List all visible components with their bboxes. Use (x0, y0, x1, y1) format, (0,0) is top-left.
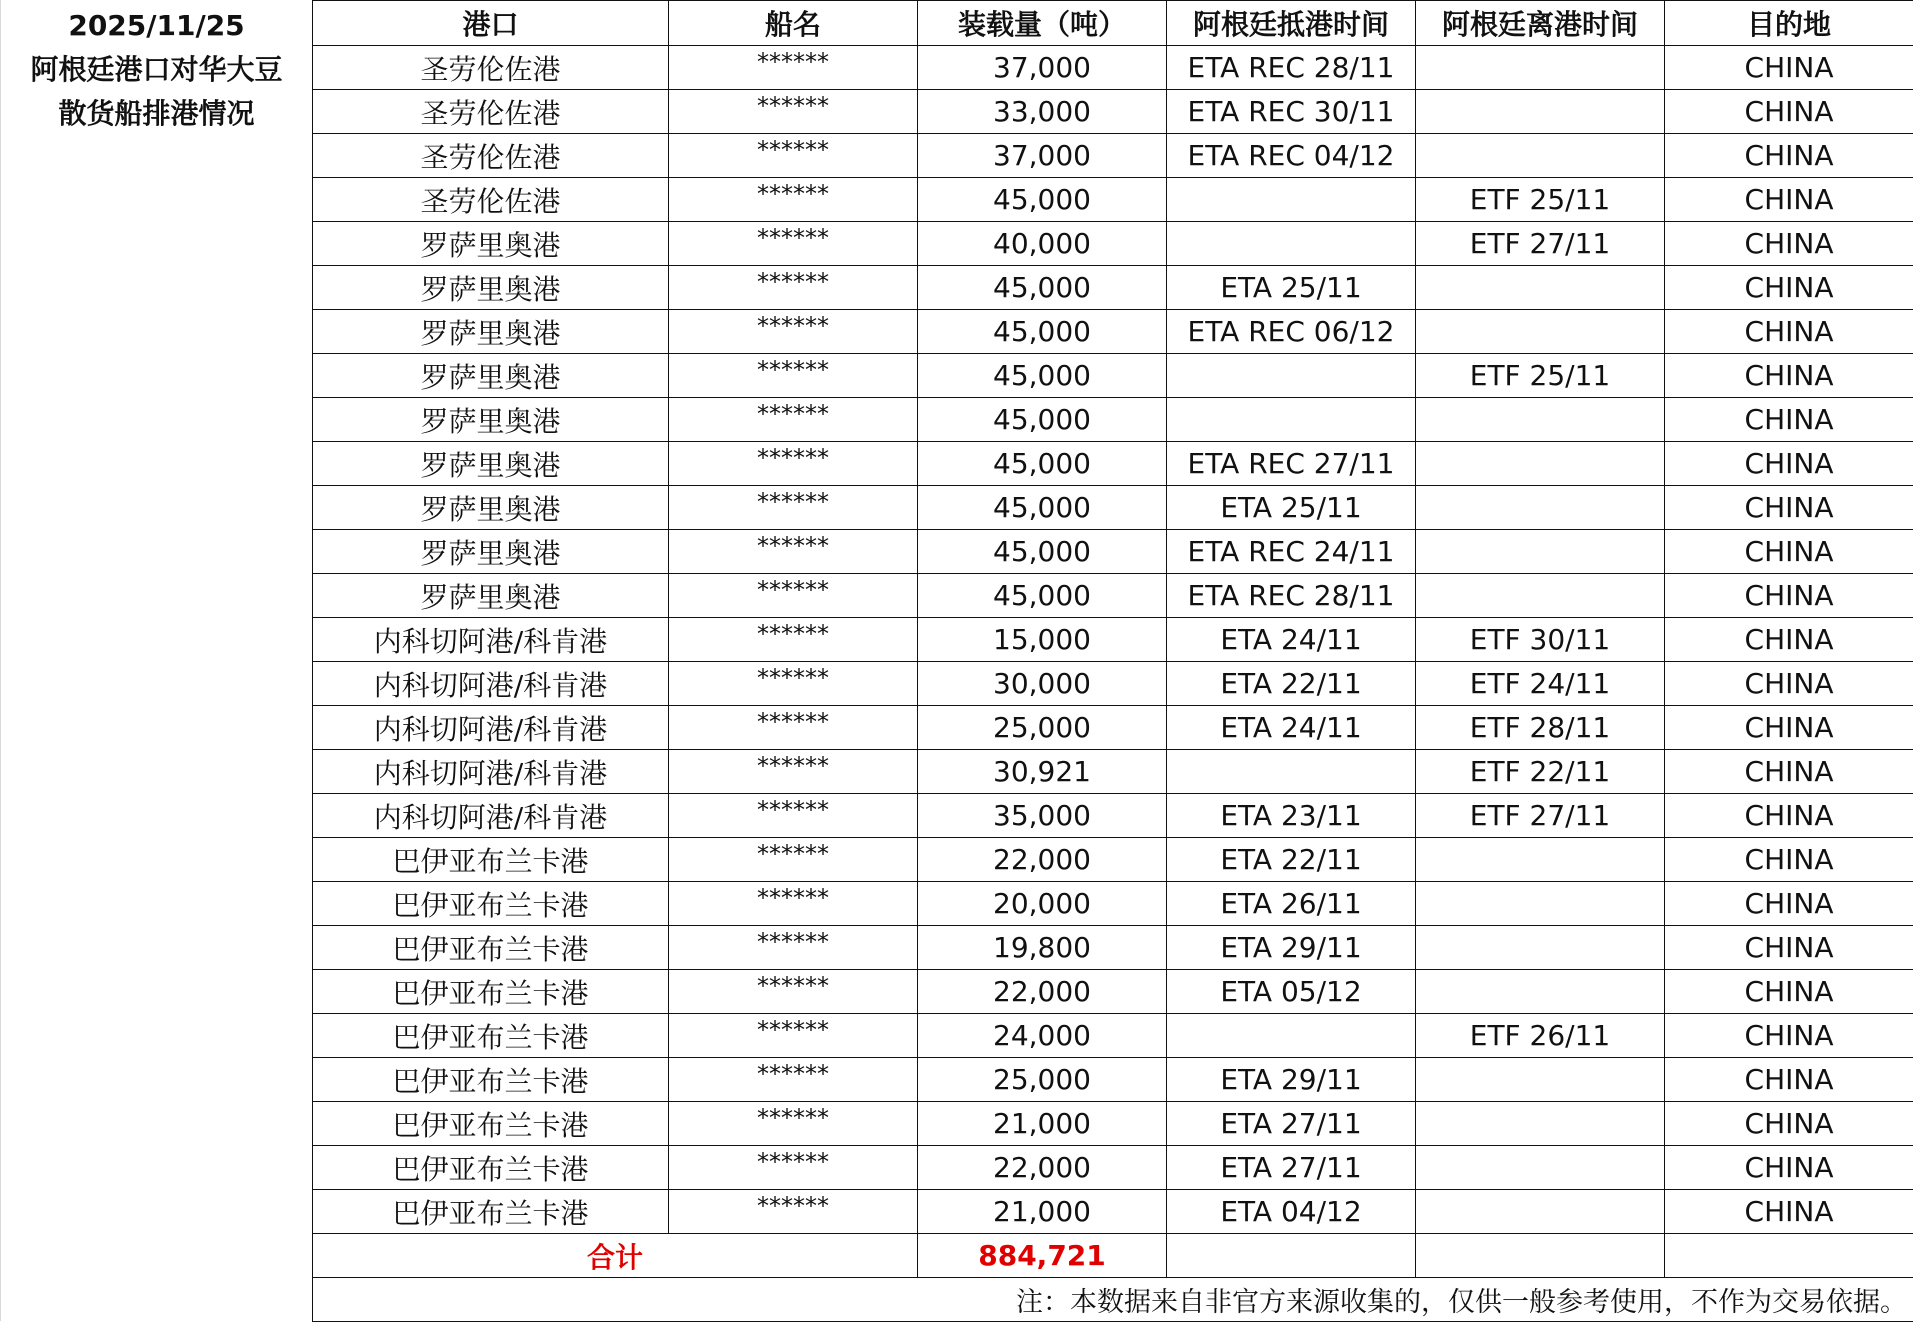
cell-destination: CHINA (1665, 134, 1913, 178)
cell-load: 15,000 (918, 618, 1167, 662)
cell-port: 巴伊亚布兰卡港 (313, 1102, 669, 1146)
cell-port: 内科切阿港/科肯港 (313, 794, 669, 838)
table-row (313, 354, 1913, 398)
cell-arrival: ETA REC 30/11 (1167, 90, 1416, 134)
cell-departure (1416, 398, 1665, 442)
cell-port: 内科切阿港/科肯港 (313, 706, 669, 750)
cell-arrival: ETA REC 06/12 (1167, 310, 1416, 354)
table-row (313, 926, 1913, 970)
cell-departure (1416, 90, 1665, 134)
cell-destination: CHINA (1665, 222, 1913, 266)
cell-load: 45,000 (918, 266, 1167, 310)
cell-load: 45,000 (918, 442, 1167, 486)
cell-ship-name: ****** (669, 178, 918, 222)
table-row (313, 46, 1913, 90)
table-row (313, 90, 1913, 134)
cell-arrival (1167, 398, 1416, 442)
cell-departure: ETF 26/11 (1416, 1014, 1665, 1058)
cell-departure: ETF 25/11 (1416, 354, 1665, 398)
cell-destination: CHINA (1665, 706, 1913, 750)
table-row (313, 178, 1913, 222)
total-empty-departure (1416, 1234, 1665, 1278)
cell-arrival: ETA REC 27/11 (1167, 442, 1416, 486)
cell-arrival: ETA 23/11 (1167, 794, 1416, 838)
cell-departure: ETF 27/11 (1416, 222, 1665, 266)
cell-load: 45,000 (918, 310, 1167, 354)
disclaimer-note: 注：本数据来自非官方来源收集的，仅供一般参考使用，不作为交易依据。 (313, 1278, 1913, 1322)
cell-arrival: ETA REC 04/12 (1167, 134, 1416, 178)
table-row (313, 1102, 1913, 1146)
cell-port: 罗萨里奥港 (313, 222, 669, 266)
cell-port: 巴伊亚布兰卡港 (313, 1146, 669, 1190)
cell-arrival: ETA 29/11 (1167, 926, 1416, 970)
cell-port: 圣劳伦佐港 (313, 178, 669, 222)
cell-arrival: ETA 22/11 (1167, 838, 1416, 882)
cell-ship-name: ****** (669, 266, 918, 310)
cell-arrival: ETA 25/11 (1167, 486, 1416, 530)
cell-load: 45,000 (918, 530, 1167, 574)
table-row (313, 1190, 1913, 1234)
report-title-line-2: 散货船排港情况 (1, 92, 312, 136)
cell-ship-name: ****** (669, 1102, 918, 1146)
cell-destination: CHINA (1665, 1058, 1913, 1102)
cell-ship-name: ****** (669, 706, 918, 750)
cell-port: 巴伊亚布兰卡港 (313, 1014, 669, 1058)
cell-ship-name: ****** (669, 1014, 918, 1058)
cell-port: 内科切阿港/科肯港 (313, 662, 669, 706)
cell-arrival: ETA 27/11 (1167, 1146, 1416, 1190)
total-value: 884,721 (918, 1234, 1167, 1278)
cell-load: 21,000 (918, 1190, 1167, 1234)
table-row (313, 794, 1913, 838)
cell-departure: ETF 24/11 (1416, 662, 1665, 706)
header-load-tons: 装载量（吨） (918, 1, 1167, 46)
cell-ship-name: ****** (669, 398, 918, 442)
cell-port: 罗萨里奥港 (313, 398, 669, 442)
table-row (313, 442, 1913, 486)
cell-departure (1416, 1190, 1665, 1234)
cell-departure (1416, 530, 1665, 574)
cell-departure (1416, 266, 1665, 310)
cell-port: 罗萨里奥港 (313, 486, 669, 530)
header-ship-name: 船名 (669, 1, 918, 46)
cell-ship-name: ****** (669, 442, 918, 486)
cell-load: 45,000 (918, 354, 1167, 398)
cell-destination: CHINA (1665, 486, 1913, 530)
cell-destination: CHINA (1665, 46, 1913, 90)
cell-destination: CHINA (1665, 662, 1913, 706)
cell-departure (1416, 486, 1665, 530)
cell-load: 45,000 (918, 574, 1167, 618)
cell-destination: CHINA (1665, 354, 1913, 398)
cell-departure: ETF 28/11 (1416, 706, 1665, 750)
cell-arrival: ETA 25/11 (1167, 266, 1416, 310)
note-row (313, 1278, 1913, 1322)
cell-ship-name: ****** (669, 134, 918, 178)
table-body (313, 46, 1913, 1234)
cell-port: 巴伊亚布兰卡港 (313, 926, 669, 970)
table-row (313, 970, 1913, 1014)
table-row (313, 266, 1913, 310)
cell-ship-name: ****** (669, 574, 918, 618)
cell-destination: CHINA (1665, 1190, 1913, 1234)
cell-departure (1416, 574, 1665, 618)
table-row (313, 662, 1913, 706)
cell-destination: CHINA (1665, 310, 1913, 354)
cell-destination: CHINA (1665, 266, 1913, 310)
cell-arrival (1167, 178, 1416, 222)
cell-departure (1416, 970, 1665, 1014)
cell-port: 圣劳伦佐港 (313, 90, 669, 134)
cell-load: 45,000 (918, 398, 1167, 442)
cell-port: 巴伊亚布兰卡港 (313, 838, 669, 882)
cell-load: 37,000 (918, 46, 1167, 90)
total-empty-destination (1665, 1234, 1913, 1278)
table-row (313, 1146, 1913, 1190)
cell-port: 巴伊亚布兰卡港 (313, 1058, 669, 1102)
cell-departure (1416, 882, 1665, 926)
table-row (313, 838, 1913, 882)
cell-load: 33,000 (918, 90, 1167, 134)
cell-destination: CHINA (1665, 750, 1913, 794)
cell-departure: ETF 22/11 (1416, 750, 1665, 794)
table-row (313, 574, 1913, 618)
cell-destination: CHINA (1665, 442, 1913, 486)
cell-load: 45,000 (918, 486, 1167, 530)
cell-ship-name: ****** (669, 750, 918, 794)
cell-ship-name: ****** (669, 838, 918, 882)
cell-ship-name: ****** (669, 1058, 918, 1102)
cell-destination: CHINA (1665, 838, 1913, 882)
cell-destination: CHINA (1665, 530, 1913, 574)
cell-ship-name: ****** (669, 530, 918, 574)
table-row (313, 134, 1913, 178)
cell-arrival (1167, 750, 1416, 794)
cell-load: 19,800 (918, 926, 1167, 970)
cell-arrival: ETA REC 24/11 (1167, 530, 1416, 574)
cell-destination: CHINA (1665, 926, 1913, 970)
cell-port: 巴伊亚布兰卡港 (313, 970, 669, 1014)
table-row (313, 618, 1913, 662)
cell-load: 35,000 (918, 794, 1167, 838)
cell-load: 24,000 (918, 1014, 1167, 1058)
cell-arrival (1167, 354, 1416, 398)
cell-arrival: ETA 24/11 (1167, 706, 1416, 750)
cell-departure (1416, 46, 1665, 90)
cell-load: 25,000 (918, 1058, 1167, 1102)
total-empty-arrival (1167, 1234, 1416, 1278)
cell-departure (1416, 134, 1665, 178)
cell-departure (1416, 926, 1665, 970)
cell-arrival: ETA REC 28/11 (1167, 574, 1416, 618)
cell-destination: CHINA (1665, 970, 1913, 1014)
report-title-block (0, 0, 312, 1321)
cell-destination: CHINA (1665, 398, 1913, 442)
cell-destination: CHINA (1665, 178, 1913, 222)
report-title-line-1: 阿根廷港口对华大豆 (1, 48, 312, 92)
cell-port: 内科切阿港/科肯港 (313, 750, 669, 794)
cell-load: 22,000 (918, 838, 1167, 882)
table-row (313, 1014, 1913, 1058)
cell-arrival (1167, 1014, 1416, 1058)
cell-ship-name: ****** (669, 90, 918, 134)
cell-departure: ETF 25/11 (1416, 178, 1665, 222)
cell-ship-name: ****** (669, 310, 918, 354)
table-row (313, 310, 1913, 354)
cell-load: 22,000 (918, 1146, 1167, 1190)
cell-ship-name: ****** (669, 926, 918, 970)
table-row (313, 1058, 1913, 1102)
cell-arrival: ETA 29/11 (1167, 1058, 1416, 1102)
cell-ship-name: ****** (669, 354, 918, 398)
cell-departure (1416, 838, 1665, 882)
cell-ship-name: ****** (669, 1190, 918, 1234)
cell-destination: CHINA (1665, 1014, 1913, 1058)
table-row (313, 486, 1913, 530)
cell-load: 30,000 (918, 662, 1167, 706)
cell-destination: CHINA (1665, 574, 1913, 618)
cell-departure: ETF 30/11 (1416, 618, 1665, 662)
cell-arrival: ETA REC 28/11 (1167, 46, 1416, 90)
cell-arrival: ETA 22/11 (1167, 662, 1416, 706)
cell-port: 罗萨里奥港 (313, 354, 669, 398)
cell-arrival: ETA 26/11 (1167, 882, 1416, 926)
cell-load: 30,921 (918, 750, 1167, 794)
cell-port: 罗萨里奥港 (313, 574, 669, 618)
cell-port: 罗萨里奥港 (313, 310, 669, 354)
cell-destination: CHINA (1665, 882, 1913, 926)
cell-ship-name: ****** (669, 882, 918, 926)
cell-load: 45,000 (918, 178, 1167, 222)
cell-ship-name: ****** (669, 970, 918, 1014)
cell-arrival: ETA 04/12 (1167, 1190, 1416, 1234)
cell-ship-name: ****** (669, 1146, 918, 1190)
cell-arrival: ETA 05/12 (1167, 970, 1416, 1014)
cell-departure (1416, 310, 1665, 354)
cell-destination: CHINA (1665, 90, 1913, 134)
header-row (313, 1, 1913, 46)
cell-ship-name: ****** (669, 662, 918, 706)
header-port: 港口 (313, 1, 669, 46)
cell-arrival: ETA 27/11 (1167, 1102, 1416, 1146)
cell-port: 内科切阿港/科肯港 (313, 618, 669, 662)
cell-ship-name: ****** (669, 486, 918, 530)
header-arrival-time: 阿根廷抵港时间 (1167, 1, 1416, 46)
cell-port: 罗萨里奥港 (313, 530, 669, 574)
cell-load: 25,000 (918, 706, 1167, 750)
cell-departure: ETF 27/11 (1416, 794, 1665, 838)
cell-load: 22,000 (918, 970, 1167, 1014)
cell-destination: CHINA (1665, 794, 1913, 838)
vessel-lineup-table (312, 0, 1913, 1322)
cell-load: 20,000 (918, 882, 1167, 926)
cell-port: 罗萨里奥港 (313, 266, 669, 310)
table-row (313, 222, 1913, 266)
table-row (313, 530, 1913, 574)
cell-arrival: ETA 24/11 (1167, 618, 1416, 662)
cell-arrival (1167, 222, 1416, 266)
cell-load: 21,000 (918, 1102, 1167, 1146)
cell-port: 圣劳伦佐港 (313, 134, 669, 178)
cell-ship-name: ****** (669, 222, 918, 266)
cell-port: 巴伊亚布兰卡港 (313, 1190, 669, 1234)
cell-departure (1416, 442, 1665, 486)
table-row (313, 882, 1913, 926)
header-departure-time: 阿根廷离港时间 (1416, 1, 1665, 46)
cell-ship-name: ****** (669, 46, 918, 90)
cell-ship-name: ****** (669, 794, 918, 838)
cell-destination: CHINA (1665, 618, 1913, 662)
table-row (313, 398, 1913, 442)
cell-departure (1416, 1102, 1665, 1146)
header-destination: 目的地 (1665, 1, 1913, 46)
cell-port: 圣劳伦佐港 (313, 46, 669, 90)
cell-load: 37,000 (918, 134, 1167, 178)
cell-departure (1416, 1058, 1665, 1102)
cell-destination: CHINA (1665, 1146, 1913, 1190)
cell-port: 巴伊亚布兰卡港 (313, 882, 669, 926)
report-date: 2025/11/25 (1, 4, 312, 48)
total-row (313, 1234, 1913, 1278)
table-row (313, 750, 1913, 794)
table-row (313, 706, 1913, 750)
cell-destination: CHINA (1665, 1102, 1913, 1146)
cell-ship-name: ****** (669, 618, 918, 662)
total-label: 合计 (313, 1234, 918, 1278)
cell-port: 罗萨里奥港 (313, 442, 669, 486)
cell-departure (1416, 1146, 1665, 1190)
cell-load: 40,000 (918, 222, 1167, 266)
